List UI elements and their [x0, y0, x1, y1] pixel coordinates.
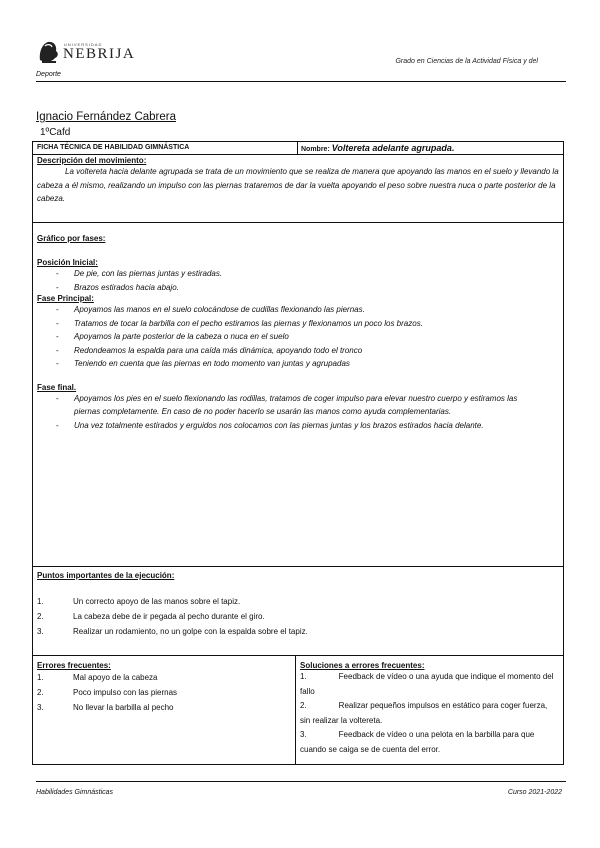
list-item: 3. Feedback de vídeo o una pelota en la barbilla para que cuando se caiga se de cuenta del error. [300, 730, 535, 754]
list-item: - Apoyamos las manos en el suelo colocándose de cudillas flexionando las piernas. [37, 303, 559, 317]
footer-divider [36, 781, 566, 782]
technical-sheet [32, 141, 564, 765]
list-item: 3. No llevar la barbilla al pecho [37, 703, 174, 712]
solutions-title: Soluciones a errores frecuentes: [300, 661, 425, 670]
column-divider [295, 655, 296, 765]
university-logo [36, 36, 136, 66]
final-phase-list [37, 392, 527, 433]
errors-title: Errores frecuentes: [37, 661, 111, 670]
solutions-section [300, 661, 558, 757]
description-section [37, 156, 559, 206]
row-divider [33, 222, 563, 223]
list-item: 1. Mal apoyo de la cabeza [37, 673, 158, 682]
row-divider [33, 655, 563, 656]
phases-section [37, 234, 559, 432]
list-item: 1. Un correcto apoyo de las manos sobre el tapiz. [37, 597, 241, 606]
logo-text: NEBRIJA [63, 46, 136, 62]
list-item: 3. Realizar un rodamiento, no un golpe con la espalda sobre el tapiz. [37, 627, 308, 636]
list-item: - Tratamos de tocar la barbilla con el pecho estiramos las piernas y flexionamos un poco los brazos. [37, 317, 559, 331]
initial-position-list [37, 267, 559, 294]
footer-subject: Habilidades Gimnásticas [36, 789, 114, 796]
skill-name-label: Nombre: [301, 146, 330, 153]
errors-section [37, 661, 291, 715]
header-divider-vertical [297, 142, 298, 154]
list-item: 2. Poco impulso con las piernas [37, 688, 178, 697]
errors-list [37, 670, 291, 715]
list-item: - Apoyamos los pies en el suelo flexionando las rodillas, tratamos de coger impulso para elevar nuestro cuerpo y estiramos las piernas completamente. En caso de no poder hacerlo se usarán las manos como ayuda complementarias. [37, 392, 527, 419]
degree-title: Grado en Ciencias de la Actividad Física y del [395, 58, 538, 65]
key-points-title: Puntos importantes de la ejecución: [37, 571, 175, 580]
list-item: - De pie, con las piernas juntas y estiradas. [37, 267, 559, 281]
list-item: - Una vez totalmente estirados y erguidos nos colocamos con las piernas juntas y los brazos estirados hacia delante. [37, 419, 527, 433]
degree-title-cont: Deporte [36, 71, 61, 78]
list-item: - Teniendo en cuenta que las piernas en todo momento van juntas y agrupadas [37, 357, 559, 371]
skill-name-value: Voltereta adelante agrupada. [331, 143, 455, 153]
description-title: Descripción del movimiento: [37, 156, 147, 165]
student-name: Ignacio Fernández Cabrera [36, 111, 176, 123]
final-phase-title: Fase final. [37, 382, 77, 392]
list-item: 2. Realizar pequeños impulsos en estático para coger fuerza, sin realizar la voltereta. [300, 701, 548, 725]
key-points-list [37, 594, 559, 639]
skill-name [301, 143, 454, 153]
initial-position-title: Posición Inicial: [37, 258, 98, 267]
list-item: 2. La cabeza debe de ir pegada al pecho durante el giro. [37, 612, 265, 621]
student-course: 1ºCafd [40, 127, 71, 138]
sheet-header-title: FICHA TÉCNICA DE HABILIDAD GIMNÁSTICA [37, 144, 190, 151]
row-divider [33, 566, 563, 567]
phases-title: Gráfico por fases: [37, 234, 106, 243]
main-phase-title: Fase Principal: [37, 294, 94, 303]
list-item: - Apoyamos la parte posterior de la cabeza o nuca en el suelo [37, 330, 559, 344]
key-points-section [37, 571, 559, 639]
header-divider [36, 81, 566, 82]
description-text: La voltereta hacia delante agrupada se trata de un movimiento que se realiza de manera que apoyando las manos en el suelo y llevando la cabeza a él mismo, realizando un impulso con las piernas trataremos de dar la vuelta apoyando el peso sobre nuestra nuca o parte posterior de la cabeza. [37, 167, 559, 203]
footer-course: Curso 2021-2022 [507, 789, 562, 796]
logo-small-text: UNIVERSIDAD [64, 42, 103, 47]
row-divider [33, 154, 563, 155]
list-item: - Redondeamos la espalda para una caída más dinámica, apoyando todo el tronco [37, 344, 559, 358]
main-phase-list [37, 303, 559, 371]
list-item: - Brazos estirados hacia abajo. [37, 281, 559, 295]
list-item: 1. Feedback de vídeo o una ayuda que indique el momento del fallo [300, 672, 554, 696]
